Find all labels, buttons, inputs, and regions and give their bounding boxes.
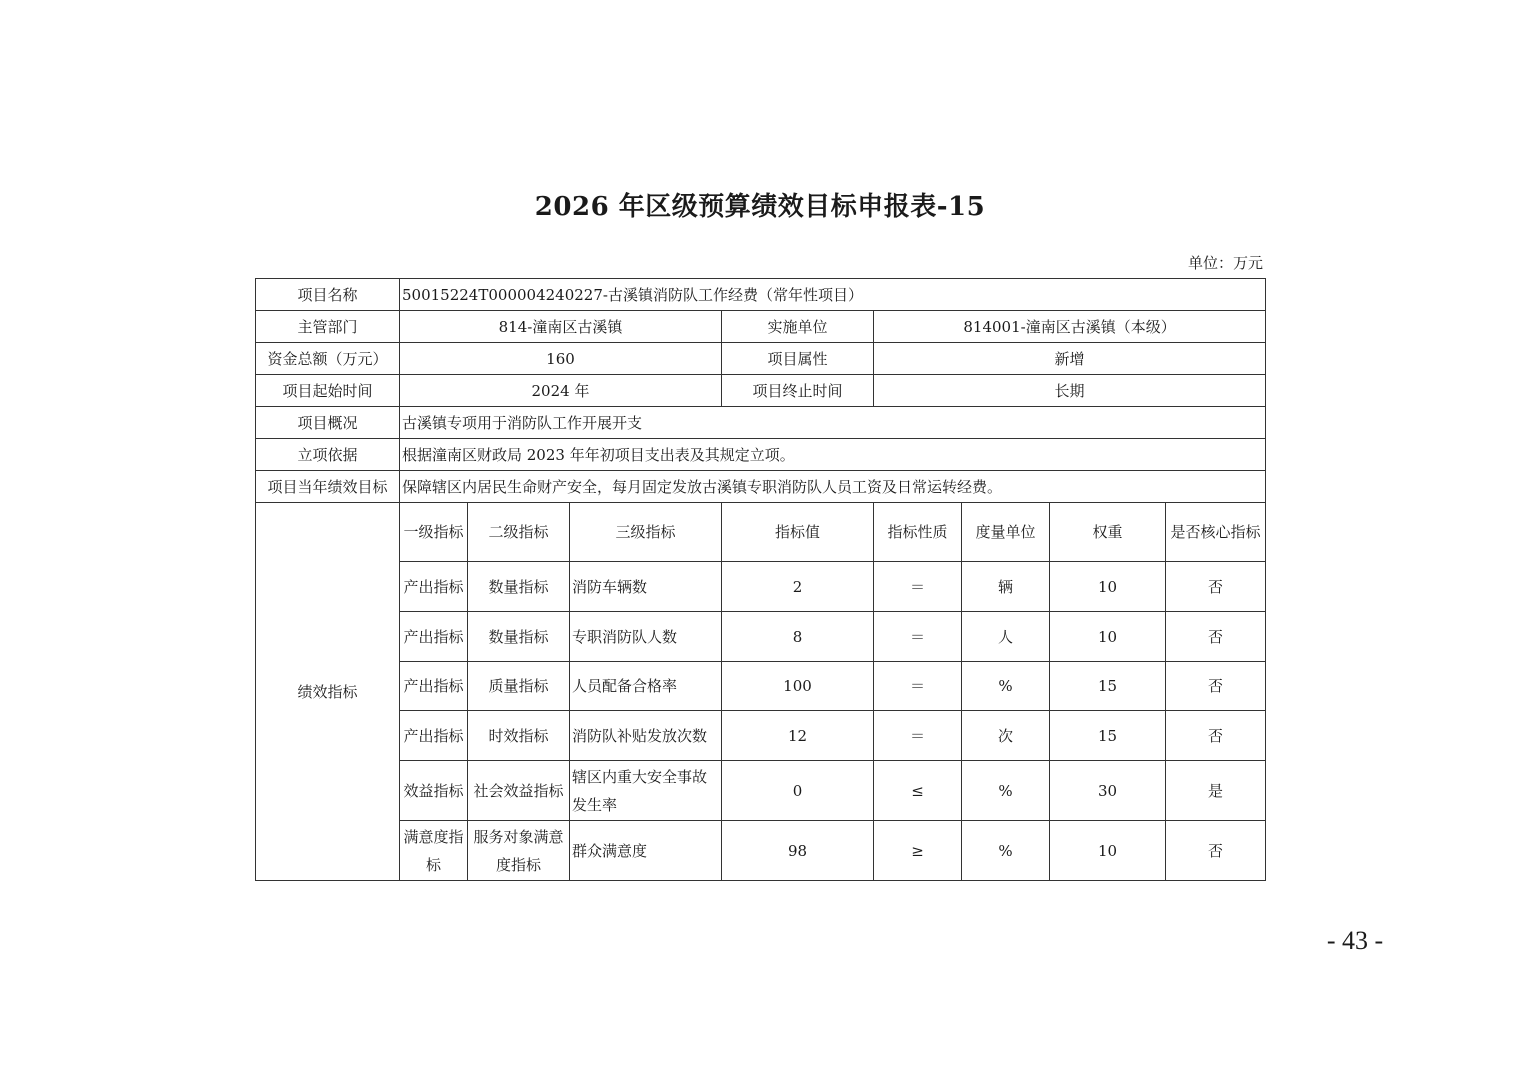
header-cell: 度量单位: [962, 503, 1050, 562]
header-cell: 三级指标: [570, 503, 722, 562]
weight-cell: 10: [1050, 562, 1166, 612]
level1-cell: 产出指标: [400, 711, 468, 761]
value-cell: 814-潼南区古溪镇: [400, 311, 722, 343]
weight-cell: 30: [1050, 761, 1166, 821]
indicator-row: [256, 662, 1266, 711]
level1-cell: 产出指标: [400, 612, 468, 662]
table-row: [256, 311, 1266, 343]
weight-cell: 15: [1050, 711, 1166, 761]
indicator-row: [256, 821, 1266, 881]
performance-target-table: [255, 278, 1266, 881]
value-cell: 160: [400, 343, 722, 375]
core-cell: 否: [1166, 662, 1266, 711]
nature-cell: ＝: [874, 562, 962, 612]
value-cell: 新增: [874, 343, 1266, 375]
unit-cell: %: [962, 821, 1050, 881]
value-cell: 长期: [874, 375, 1266, 407]
value-cell: 98: [722, 821, 874, 881]
nature-cell: ≤: [874, 761, 962, 821]
level1-cell: 产出指标: [400, 662, 468, 711]
level2-cell: 服务对象满意度指标: [468, 821, 570, 881]
header-cell: 权重: [1050, 503, 1166, 562]
label-cell: 资金总额（万元）: [256, 343, 400, 375]
header-cell: 是否核心指标: [1166, 503, 1266, 562]
nature-cell: ≥: [874, 821, 962, 881]
indicator-row: [256, 612, 1266, 662]
value-cell: 8: [722, 612, 874, 662]
weight-cell: 15: [1050, 662, 1166, 711]
label-cell: 实施单位: [722, 311, 874, 343]
level3-cell: 群众满意度: [570, 821, 722, 881]
unit-cell: %: [962, 662, 1050, 711]
level1-cell: 满意度指标: [400, 821, 468, 881]
value-cell: 2: [722, 562, 874, 612]
table-row: [256, 439, 1266, 471]
page-title: 2026 年区级预算绩效目标申报表-15: [534, 192, 986, 222]
level2-cell: 社会效益指标: [468, 761, 570, 821]
nature-cell: ＝: [874, 612, 962, 662]
label-cell: 项目名称: [256, 279, 400, 311]
nature-cell: ＝: [874, 711, 962, 761]
core-cell: 否: [1166, 562, 1266, 612]
indicator-section-label: 绩效指标: [256, 503, 400, 881]
indicator-row: [256, 761, 1266, 821]
value-cell: 保障辖区内居民生命财产安全，每月固定发放古溪镇专职消防队人员工资及日常运转经费。: [400, 471, 1266, 503]
table-row: [256, 343, 1266, 375]
label-cell: 主管部门: [256, 311, 400, 343]
level3-cell: 消防队补贴发放次数: [570, 711, 722, 761]
unit-cell: 次: [962, 711, 1050, 761]
header-cell: 二级指标: [468, 503, 570, 562]
level3-cell: 专职消防队人数: [570, 612, 722, 662]
indicator-header-row: [256, 503, 1266, 562]
label-cell: 项目起始时间: [256, 375, 400, 407]
value-cell: 100: [722, 662, 874, 711]
value-cell: 12: [722, 711, 874, 761]
value-cell: 古溪镇专项用于消防队工作开展开支: [400, 407, 1266, 439]
label-cell: 项目当年绩效目标: [256, 471, 400, 503]
level2-cell: 质量指标: [468, 662, 570, 711]
value-cell: 2024 年: [400, 375, 722, 407]
level2-cell: 时效指标: [468, 711, 570, 761]
page-number: - 43 -: [1326, 926, 1384, 955]
nature-cell: ＝: [874, 662, 962, 711]
core-cell: 是: [1166, 761, 1266, 821]
core-cell: 否: [1166, 821, 1266, 881]
value-cell: 0: [722, 761, 874, 821]
level3-cell: 消防车辆数: [570, 562, 722, 612]
header-cell: 指标值: [722, 503, 874, 562]
weight-cell: 10: [1050, 821, 1166, 881]
table-row: [256, 407, 1266, 439]
header-cell: 一级指标: [400, 503, 468, 562]
level2-cell: 数量指标: [468, 562, 570, 612]
level2-cell: 数量指标: [468, 612, 570, 662]
value-cell: 根据潼南区财政局 2023 年年初项目支出表及其规定立项。: [400, 439, 1266, 471]
level1-cell: 产出指标: [400, 562, 468, 612]
label-cell: 项目概况: [256, 407, 400, 439]
level3-cell: 人员配备合格率: [570, 662, 722, 711]
value-cell: 814001-潼南区古溪镇（本级）: [874, 311, 1266, 343]
weight-cell: 10: [1050, 612, 1166, 662]
table-row: [256, 471, 1266, 503]
header-cell: 指标性质: [874, 503, 962, 562]
table-row: [256, 279, 1266, 311]
unit-label: 单位：万元: [1187, 254, 1263, 272]
unit-cell: 人: [962, 612, 1050, 662]
unit-cell: 辆: [962, 562, 1050, 612]
label-cell: 项目属性: [722, 343, 874, 375]
core-cell: 否: [1166, 612, 1266, 662]
label-cell: 项目终止时间: [722, 375, 874, 407]
level1-cell: 效益指标: [400, 761, 468, 821]
core-cell: 否: [1166, 711, 1266, 761]
label-cell: 立项依据: [256, 439, 400, 471]
indicator-row: [256, 562, 1266, 612]
unit-cell: %: [962, 761, 1050, 821]
table-row: [256, 375, 1266, 407]
value-cell: 50015224T000004240227-古溪镇消防队工作经费（常年性项目）: [400, 279, 1266, 311]
level3-cell: 辖区内重大安全事故发生率: [570, 761, 722, 821]
indicator-row: [256, 711, 1266, 761]
